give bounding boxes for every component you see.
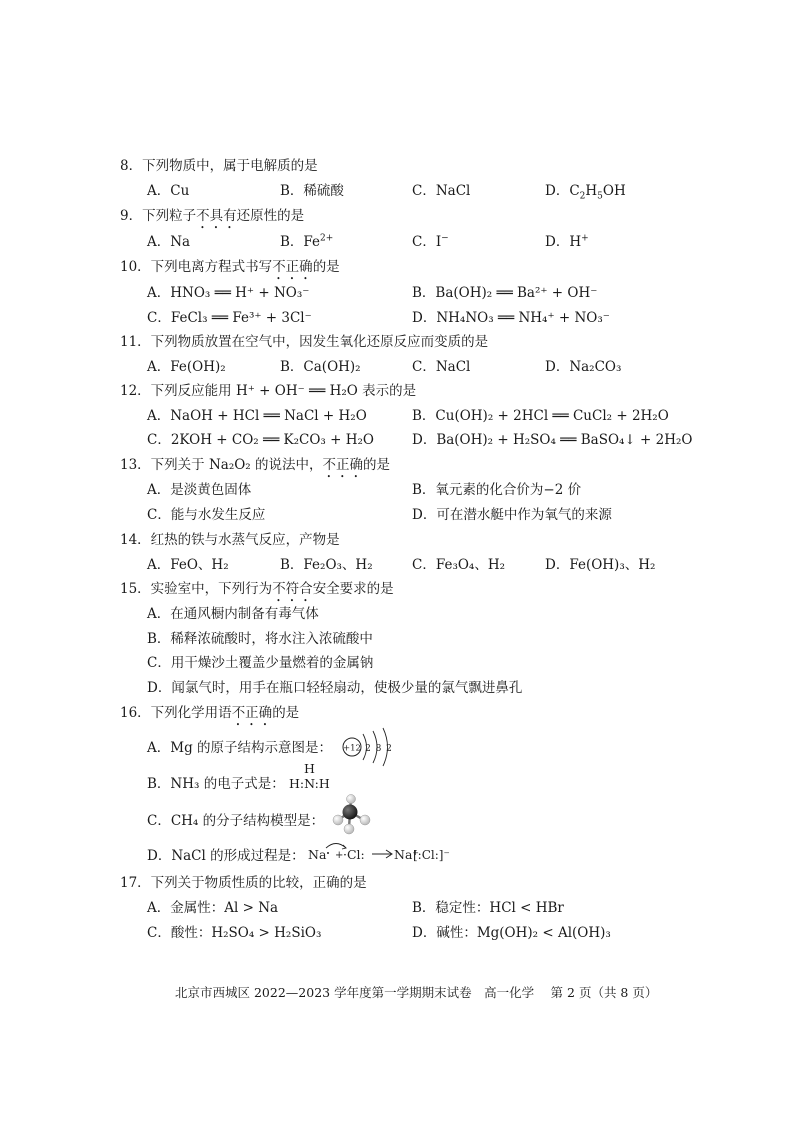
question-13-option-b: B．氧元素的化合价为−2 价	[412, 482, 582, 498]
mg-atomic-structure-diagram	[340, 726, 400, 770]
question-16-option-c: C．CH₄ 的分子结构模型是：	[147, 813, 325, 829]
nacl-left-na: Na	[308, 847, 327, 862]
nh3-electron-formula: H:N:H	[289, 776, 330, 791]
question-16-option-d: D．NaCl 的形成过程是：	[147, 848, 305, 864]
question-10-stem: 10．下列电离方程式书写不正确的是	[120, 259, 340, 275]
question-15-option-d: D．闻氯气时，用手在瓶口轻轻扇动，使极少量的氯气飘进鼻孔	[147, 680, 523, 696]
question-16-stem: 16．下列化学用语不正确的是	[120, 705, 300, 721]
question-9-option-b: B．$Fe^{2+}$	[280, 233, 334, 250]
question-15-stem: 15．实验室中，下列行为不符合安全要求的是	[120, 581, 394, 597]
mg-nucleus-label: +12	[343, 743, 361, 754]
question-13-option-d: D．可在潜水艇中作为氧气的来源	[412, 507, 612, 523]
question-15-option-b: B．稀释浓硫酸时，将水注入浓硫酸中	[147, 631, 373, 647]
question-17-option-b: B．稳定性：HCl < HBr	[412, 900, 564, 916]
question-14-stem: 14．红热的铁与水蒸气反应，产物是	[120, 532, 340, 548]
ch4-ball-and-stick-model-icon	[328, 794, 376, 836]
nacl-right-cl-ion: [:Cl:]⁻	[413, 848, 450, 862]
question-17-option-d: D．碱性：Mg(OH)₂ < Al(OH)₃	[412, 925, 611, 941]
question-12-option-a: A．NaOH + HCl ══ NaCl + H₂O	[147, 408, 367, 424]
question-17-option-c: C．酸性：H₂SO₄ > H₂SiO₃	[147, 925, 322, 941]
question-12-option-c: C．2KOH + CO₂ ══ K₂CO₃ + H₂O	[147, 432, 374, 448]
page-footer: 北京市西城区 2022—2023 学年度第一学期期末试卷 高一化学 第 2 页（共 8 页）	[175, 985, 658, 1000]
nacl-left-cl: ·Cl:	[343, 847, 365, 862]
question-9-stem: 9．下列粒子不具有还原性的是	[120, 208, 305, 224]
question-9-option-a: A．Na	[147, 234, 191, 250]
question-9-option-d: D．H+	[545, 233, 589, 250]
nacl-right-na-ion: Na⁺	[394, 847, 419, 862]
question-8-stem: 8．下列物质中，属于电解质的是	[120, 158, 318, 174]
mg-shell-3-electrons: 2	[386, 744, 392, 754]
question-15-option-a: A．在通风橱内制备有毒气体	[147, 606, 319, 622]
question-8-option-a: A．Cu	[147, 183, 190, 199]
question-10-option-c: C．FeCl₃ ══ Fe³⁺ + 3Cl⁻	[147, 310, 312, 326]
question-16-option-a: A．Mg 的原子结构示意图是：	[147, 740, 333, 756]
question-11-option-a: A．Fe(OH)₂	[147, 359, 226, 375]
question-17-option-a: A．金属性：Al > Na	[147, 900, 279, 916]
question-12-stem: 12．下列反应能用 H⁺ + OH⁻ ══ H₂O 表示的是	[120, 383, 417, 399]
question-11-option-b: B．Ca(OH)₂	[280, 359, 361, 375]
question-11-option-c: C．NaCl	[412, 359, 471, 375]
question-12-option-b: B．Cu(OH)₂ + 2HCl ══ CuCl₂ + 2H₂O	[412, 408, 669, 424]
question-13-option-c: C．能与水发生反应	[147, 507, 266, 523]
question-12-option-d: D．Ba(OH)₂ + H₂SO₄ ══ BaSO₄↓ + 2H₂O	[412, 432, 693, 448]
question-17-stem: 17．下列关于物质性质的比较，正确的是	[120, 875, 367, 891]
nacl-formation-diagram	[306, 838, 454, 868]
question-8-option-c: C．NaCl	[412, 183, 471, 199]
question-14-option-a: A．FeO、H₂	[147, 557, 229, 573]
question-14-option-b: B．Fe₂O₃、H₂	[280, 557, 373, 573]
question-9-option-c: C．I−	[412, 233, 449, 250]
question-8-option-b: B．稀硫酸	[280, 183, 344, 199]
plus-sign: +	[335, 850, 344, 861]
question-13-stem: 13．下列关于 Na₂O₂ 的说法中，不正确的是	[120, 457, 391, 473]
mg-shell-2-electrons: 8	[375, 744, 382, 754]
question-11-stem: 11．下列物质放置在空气中，因发生氧化还原反应而变质的是	[120, 334, 489, 350]
question-10-option-a: A．HNO₃ ══ H⁺ + NO₃⁻	[147, 285, 310, 301]
question-8-option-d: D．$C_2H_5OH$	[545, 183, 626, 202]
question-14-option-d: D．Fe(OH)₃、H₂	[545, 557, 656, 573]
mg-shell-1-electrons: 2	[365, 744, 371, 754]
nh3-top-h: H	[304, 761, 315, 776]
question-13-option-a: A．是淡黄色固体	[147, 482, 252, 498]
question-16-option-b: B．NH₃ 的电子式是：	[147, 776, 285, 792]
question-11-option-d: D．Na₂CO₃	[545, 359, 622, 375]
question-14-option-c: C．Fe₃O₄、H₂	[412, 557, 506, 573]
question-10-option-d: D．NH₄NO₃ ══ NH₄⁺ + NO₃⁻	[412, 310, 610, 326]
question-15-option-c: C．用干燥沙土覆盖少量燃着的金属钠	[147, 655, 374, 671]
question-10-option-b: B．Ba(OH)₂ ══ Ba²⁺ + OH⁻	[412, 285, 598, 301]
